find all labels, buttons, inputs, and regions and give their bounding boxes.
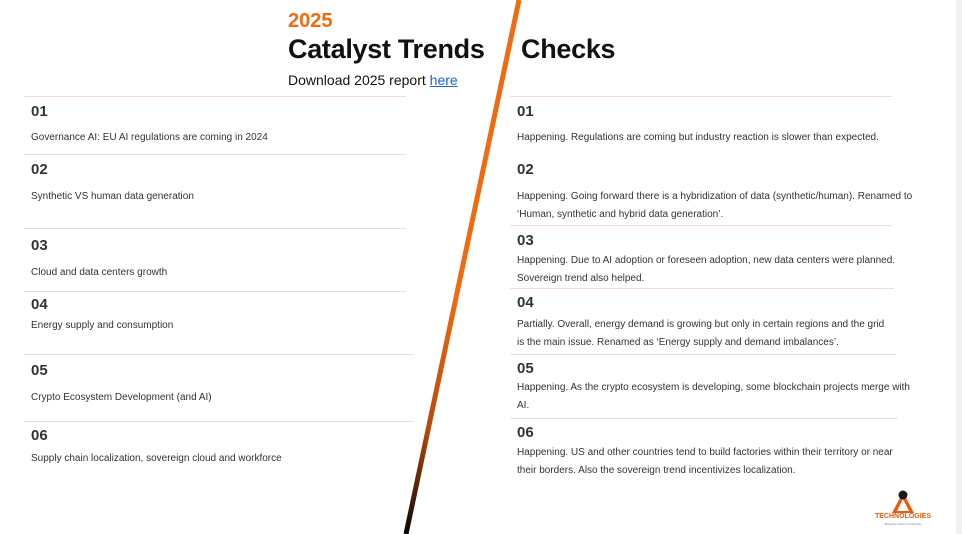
separator [24, 354, 414, 355]
logo-mark-icon [870, 490, 936, 514]
separator [24, 291, 406, 292]
logo-tagline: Bring the future to humanity [884, 522, 922, 526]
separator [24, 96, 406, 97]
check-number: 02 [517, 161, 534, 178]
logo-brand-text: TECHNOLOGIES [874, 513, 931, 520]
trend-number: 03 [31, 237, 48, 254]
trend-text: Governance AI: EU AI regulations are coming in 2024 [31, 132, 268, 143]
catalyst-trends-title: Catalyst Trends [288, 34, 485, 64]
check-text: Happening. Going forward there is a hybridization of data (synthetic/human). Renamed to ‘Human, synthetic and hybrid data generation’. [517, 191, 913, 220]
check-text: Happening. US and other countries tend to build factories within their territory or near their borders. Also the sovereign trend incentivizes localization. [517, 447, 893, 476]
separator [510, 418, 898, 419]
check-number: 04 [517, 294, 534, 311]
trend-number: 02 [31, 161, 48, 178]
download-report-link[interactable]: here [429, 72, 458, 88]
separator [24, 154, 406, 155]
trend-text: Supply chain localization, sovereign cloud and workforce [31, 453, 282, 464]
separator [510, 288, 894, 289]
checks-title: Checks [521, 34, 616, 64]
trend-text: Cloud and data centers growth [31, 267, 168, 278]
report-year: 2025 [288, 10, 333, 32]
trend-number: 05 [31, 362, 48, 379]
trend-number: 01 [31, 103, 48, 120]
check-number: 05 [517, 360, 534, 377]
trend-text: Energy supply and consumption [31, 320, 174, 331]
check-number: 01 [517, 103, 534, 120]
separator [510, 225, 892, 226]
company-logo [870, 490, 936, 528]
check-number: 03 [517, 232, 534, 249]
check-text: Partially. Overall, energy demand is growing but only in certain regions and the grid is the main issue. Renamed as ‘Energy supply and demand imbalances’. [517, 319, 885, 348]
check-text: Happening. As the crypto ecosystem is developing, some blockchain projects merge with AI. [517, 382, 910, 411]
trend-text: Crypto Ecosystem Development (and AI) [31, 392, 212, 403]
separator [510, 96, 892, 97]
trend-text: Synthetic VS human data generation [31, 191, 194, 202]
download-line [288, 72, 458, 88]
check-text: Happening. Regulations are coming but industry reaction is slower than expected. [517, 132, 879, 143]
check-number: 06 [517, 424, 534, 441]
separator [510, 354, 896, 355]
trend-number: 06 [31, 427, 48, 444]
separator [24, 421, 414, 422]
trend-number: 04 [31, 296, 48, 313]
download-text: Download 2025 report [288, 72, 430, 88]
check-text: Happening. Due to AI adoption or foreseen adoption, new data centers were planned. Sovereign trend also helped. [517, 255, 896, 284]
separator [24, 228, 406, 229]
